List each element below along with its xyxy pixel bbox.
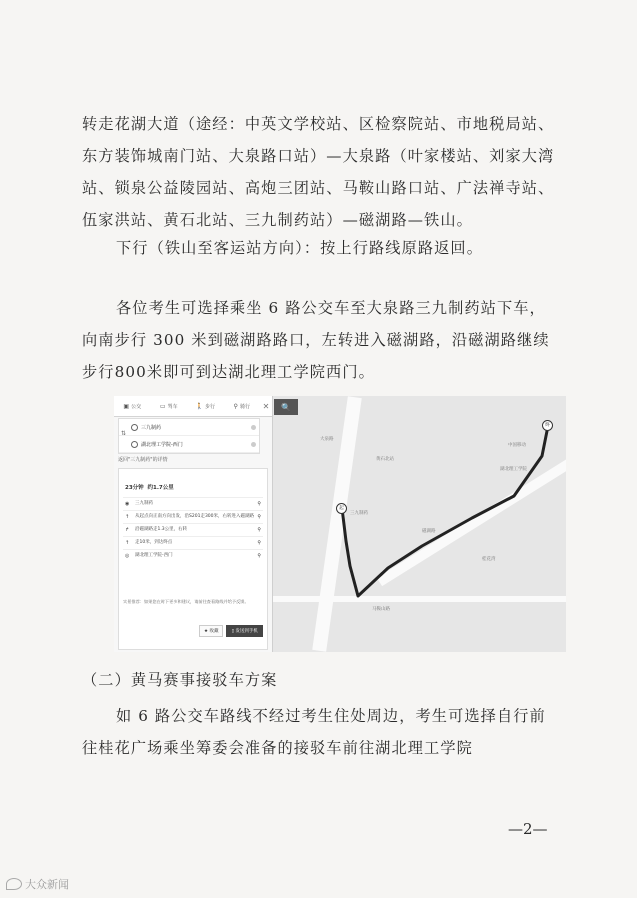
location-pin-icon: ⚲ xyxy=(257,514,261,520)
end-icon: ◎ xyxy=(125,553,130,559)
route-actions xyxy=(199,625,263,637)
route-note: 实景推荐：如果您在时下更多和建议，请前往查看路线并给予反馈。 xyxy=(123,599,249,604)
tab-bus[interactable]: ▣ 公交 xyxy=(123,402,142,410)
map-label-2: 磁湖路 xyxy=(422,529,436,534)
tab-walk[interactable]: 🚶 步行 xyxy=(195,402,215,410)
arrow-up-icon: ↑ xyxy=(125,514,130,520)
back-link[interactable]: 返回"三九制药"的详情 xyxy=(118,457,168,463)
map-label-7: 中国移动 xyxy=(508,443,526,448)
paragraph-shuttle: 如 6 路公交车路线不经过考生住处周边，考生可选择自行前往桂花广场乘坐筹委会准备的接驳车前往湖北理工学院 xyxy=(82,707,546,757)
close-icon[interactable]: ✕ xyxy=(262,401,270,411)
clear-destination-icon[interactable] xyxy=(251,442,256,447)
favorite-button[interactable]: ★ 收藏 xyxy=(199,625,223,637)
paragraph-downline: 下行（铁山至客运站方向）：按上行路线原路返回。 xyxy=(116,239,484,257)
arrow-up-icon: ↑ xyxy=(125,540,130,546)
star-icon: ★ xyxy=(204,629,209,634)
turn-right-icon: ↱ xyxy=(125,527,130,533)
clear-origin-icon[interactable] xyxy=(251,425,256,430)
route-step[interactable]: ◉ 三九制药 ⚲ xyxy=(123,497,263,510)
bus-icon: ▣ xyxy=(123,402,130,410)
paragraph-route-description: 转走花湖大道（途经：中英文学校站、区检察院站、市地税局站、东方装饰城南门站、大泉路口站）—大泉路（叶家楼站、刘家大湾站、锁泉公益陵园站、高炮三团站、马鞍山路口站、广法禅寺站、伍家洪站、黄石北站、三九制药站）—磁湖路—铁山。 xyxy=(82,115,555,229)
map-canvas xyxy=(272,396,566,652)
watermark-logo-icon xyxy=(6,878,22,890)
map-label-6: 马鞍山路 xyxy=(372,607,390,612)
origin-field[interactable]: 三九制药 xyxy=(119,419,259,436)
map-label-4: 黄石北站 xyxy=(376,457,394,462)
origin-dot-icon xyxy=(131,424,138,431)
page-number: —2— xyxy=(508,820,548,838)
destination-dot-icon xyxy=(131,441,138,448)
watermark: 大众新闻 xyxy=(6,876,69,892)
map-label-0: 三九制药 xyxy=(350,511,368,516)
route-detail-card xyxy=(118,468,268,650)
travel-mode-tabs xyxy=(114,396,272,417)
map-label-5: 桂花湾 xyxy=(482,557,496,562)
tab-car[interactable]: ▭ 驾车 xyxy=(159,402,178,410)
route-steps xyxy=(123,497,263,562)
destination-field[interactable]: 湖北理工学院-西门 xyxy=(119,436,259,453)
tab-bike[interactable]: ⚲ 骑行 xyxy=(233,402,250,410)
route-step[interactable]: ↑ 走10米，到达终点 ⚲ xyxy=(123,536,263,549)
location-pin-icon: ⚲ xyxy=(257,540,261,546)
search-button[interactable]: 🔍 xyxy=(274,399,298,415)
section-heading-shuttle: （二）黄马赛事接驳车方案 xyxy=(82,671,278,689)
send-to-phone-button[interactable]: ▯ 发送到手机 xyxy=(226,625,262,637)
phone-icon: ▯ xyxy=(231,629,234,634)
route-summary: 23分钟 约1.7公里 xyxy=(125,485,174,491)
map-label-1: 大泉路 xyxy=(320,437,334,442)
route-step[interactable]: ↑ 从起点向正南方向出发，沿S201走300米，右转进入磁湖路 ⚲ xyxy=(123,510,263,523)
end-pin-icon[interactable]: 终 xyxy=(542,420,553,431)
car-icon: ▭ xyxy=(159,402,166,410)
map-label-3: 湖北理工学院 xyxy=(500,467,527,472)
bike-icon: ⚲ xyxy=(233,402,238,410)
start-icon: ◉ xyxy=(125,501,130,507)
swap-icon[interactable]: ⇅ xyxy=(121,430,127,437)
walk-icon: 🚶 xyxy=(195,402,203,410)
start-pin-icon[interactable]: 起 xyxy=(336,503,347,514)
route-step[interactable]: ◎ 湖北理工学院-西门 ⚲ xyxy=(123,549,263,562)
location-pin-icon: ⚲ xyxy=(257,553,261,559)
route-panel xyxy=(114,396,273,652)
route-inputs xyxy=(118,418,260,454)
route-step[interactable]: ↱ 沿磁湖路走1.3公里，右转 ⚲ xyxy=(123,523,263,536)
route-line xyxy=(272,396,566,652)
location-pin-icon: ⚲ xyxy=(257,527,261,533)
paragraph-walking-directions: 各位考生可选择乘坐 6 路公交车至大泉路三九制药站下车，向南步行 300 米到磁湖路路口，左转进入磁湖路，沿磁湖路继续步行800米即可到达湖北理工学院西门。 xyxy=(82,299,550,381)
map-screenshot xyxy=(114,396,566,652)
location-pin-icon: ⚲ xyxy=(257,501,261,507)
